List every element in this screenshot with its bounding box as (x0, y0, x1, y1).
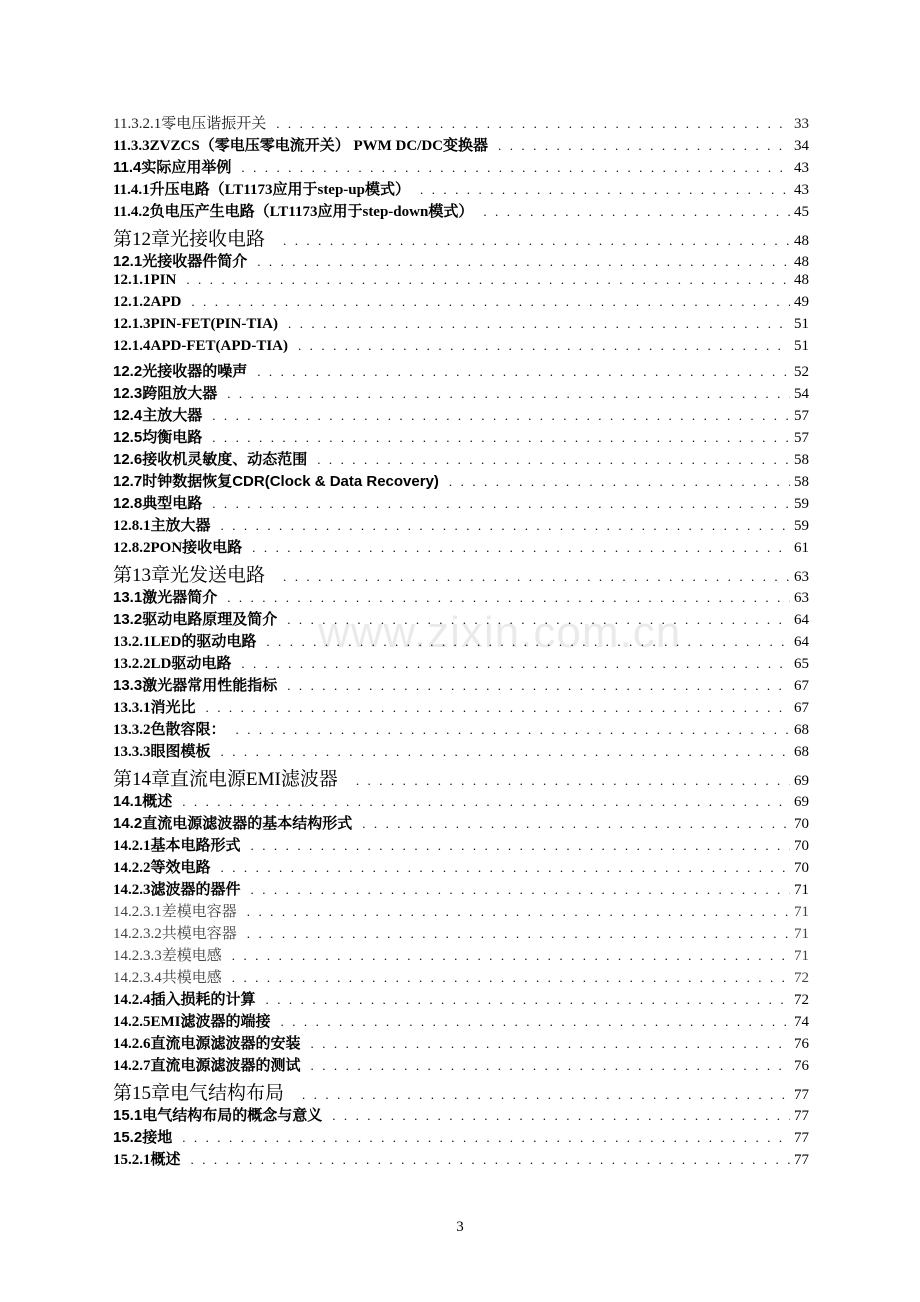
dot-leader (311, 1058, 790, 1075)
dot-leader (252, 540, 790, 557)
dot-leader (221, 860, 790, 877)
toc-entry-page: 64 (794, 634, 809, 650)
toc-entry-page: 70 (794, 816, 809, 832)
dot-leader (332, 1107, 790, 1124)
toc-entry-page: 43 (794, 160, 809, 176)
toc-entry[interactable] (113, 1010, 809, 1032)
dot-leader (498, 138, 790, 155)
toc-entry-page: 68 (794, 722, 809, 738)
toc-entry[interactable] (113, 1126, 809, 1148)
toc-entry[interactable] (113, 250, 809, 272)
toc-entry-page: 72 (794, 992, 809, 1008)
toc-entry[interactable] (113, 834, 809, 856)
toc-entry[interactable] (113, 426, 809, 448)
toc-entry[interactable] (113, 1104, 809, 1126)
toc-entry-label: 11.4.1升压电路（LT1173应用于step-up模式） (113, 182, 410, 198)
toc-entry[interactable] (113, 492, 809, 514)
dot-leader (276, 116, 790, 133)
toc-entry[interactable] (113, 134, 809, 156)
toc-entry-page: 71 (794, 948, 809, 964)
toc-entry[interactable] (113, 360, 809, 382)
dot-leader (186, 272, 790, 289)
toc-entry-page: 68 (794, 744, 809, 760)
toc-chapter-entry[interactable] (113, 762, 809, 790)
toc-entry-page: 70 (794, 860, 809, 876)
dot-leader (483, 204, 790, 221)
toc-entry-label: 13.1激光器简介 (113, 589, 218, 606)
watermark: www.zixin.com.cn (318, 608, 682, 657)
toc-entry-label: 12.1.1PIN (113, 272, 177, 288)
toc-entry-label: 14.2.4插入损耗的计算 (113, 992, 256, 1008)
toc-entry-label: 13.2驱动电路原理及简介 (113, 611, 278, 628)
toc-entry[interactable] (113, 944, 809, 966)
toc-entry[interactable] (113, 316, 809, 338)
dot-leader (356, 769, 790, 791)
toc-entry-label: 12.7时钟数据恢复CDR(Clock & Data Recovery) (113, 473, 439, 490)
toc-entry[interactable] (113, 790, 809, 812)
dot-leader (302, 1083, 790, 1105)
dot-leader (257, 363, 790, 380)
toc-entry-page: 72 (794, 970, 809, 986)
toc-entry-label: 第15章电气结构布局 (113, 1083, 285, 1104)
toc-entry-label: 第14章直流电源EMI滤波器 (113, 769, 338, 790)
toc-entry-page: 76 (794, 1036, 809, 1052)
toc-entry-page: 33 (794, 116, 809, 132)
toc-entry-label: 14.2.6直流电源滤波器的安装 (113, 1036, 301, 1052)
toc-entry-label: 12.6接收机灵敏度、动态范围 (113, 451, 308, 468)
toc-entry-label: 11.3.3ZVZCS（零电压零电流开关） PWM DC/DC变换器 (113, 138, 489, 154)
toc-entry-page: 77 (794, 1087, 809, 1103)
toc-entry[interactable] (113, 922, 809, 944)
toc-entry-page: 76 (794, 1058, 809, 1074)
toc-entry-label: 14.2.1基本电路形式 (113, 838, 241, 854)
toc-entry-page: 59 (794, 518, 809, 534)
toc-entry[interactable] (113, 178, 809, 200)
toc-entry-page: 67 (794, 678, 809, 694)
toc-entry[interactable] (113, 200, 809, 222)
toc-entry-label: 14.2.5EMI滤波器的端接 (113, 1014, 271, 1030)
dot-leader (317, 451, 790, 468)
toc-entry-label: 14.2.3.1差模电容器 (113, 904, 237, 920)
toc-entry[interactable] (113, 404, 809, 426)
dot-leader (182, 793, 790, 810)
dot-leader (221, 518, 790, 535)
toc-entry-label: 14.2.3滤波器的器件 (113, 882, 241, 898)
toc-entry-page: 63 (794, 590, 809, 606)
toc-entry[interactable] (113, 718, 809, 740)
toc-entry-page: 77 (794, 1108, 809, 1124)
toc-entry-page: 69 (794, 773, 809, 789)
dot-leader (247, 926, 790, 943)
toc-entry-page: 64 (794, 612, 809, 628)
toc-entry[interactable] (113, 1148, 809, 1170)
toc-entry-page: 61 (794, 540, 809, 556)
toc-entry-page: 34 (794, 138, 809, 154)
toc-entry-label: 14.2.3.3差模电感 (113, 948, 222, 964)
toc-entry-label: 15.2.1概述 (113, 1152, 181, 1168)
toc-entry-label: 11.4.2负电压产生电路（LT1173应用于step-down模式） (113, 204, 474, 220)
toc-entry-label: 15.2接地 (113, 1129, 173, 1146)
toc-entry[interactable] (113, 988, 809, 1010)
toc-entry-label: 12.4主放大器 (113, 407, 203, 424)
toc-entry-label: 13.3.3眼图模板 (113, 744, 211, 760)
toc-chapter-entry[interactable] (113, 1076, 809, 1104)
toc-chapter-entry[interactable] (113, 558, 809, 586)
toc-entry-label: 第13章光发送电路 (113, 565, 266, 586)
dot-leader (247, 904, 790, 921)
dot-leader (283, 229, 790, 251)
toc-entry-label: 13.3激光器常用性能指标 (113, 677, 278, 694)
page-number: 3 (456, 1219, 464, 1235)
toc-entry[interactable] (113, 878, 809, 900)
toc-entry[interactable] (113, 382, 809, 404)
dot-leader (227, 589, 790, 606)
dot-leader (251, 882, 790, 899)
toc-entry-page: 52 (794, 364, 809, 380)
toc-entry-page: 71 (794, 882, 809, 898)
toc-entry[interactable] (113, 448, 809, 470)
dot-leader (191, 1152, 790, 1169)
toc-entry-page: 51 (794, 338, 809, 354)
dot-leader (206, 700, 790, 717)
dot-leader (212, 407, 790, 424)
toc-entry-page: 48 (794, 254, 809, 270)
toc-entry-page: 65 (794, 656, 809, 672)
dot-leader (191, 294, 790, 311)
dot-leader (236, 722, 790, 739)
dot-leader (257, 253, 790, 270)
toc-entry[interactable] (113, 856, 809, 878)
dot-leader (288, 316, 790, 333)
toc-entry-label: 12.8典型电路 (113, 495, 203, 512)
toc-entry[interactable] (113, 1032, 809, 1054)
toc-entry[interactable] (113, 156, 809, 178)
dot-leader (251, 838, 790, 855)
dot-leader (232, 948, 790, 965)
dot-leader (232, 970, 790, 987)
toc-entry-label: 14.2.2等效电路 (113, 860, 211, 876)
toc-entry-label: 13.2.1LED的驱动电路 (113, 634, 257, 650)
toc-entry-label: 15.1电气结构布局的概念与意义 (113, 1107, 323, 1124)
toc-entry-page: 51 (794, 316, 809, 332)
toc-entry-page: 63 (794, 569, 809, 585)
dot-leader (311, 1036, 790, 1053)
toc-entry[interactable] (113, 470, 809, 492)
toc-entry-page: 58 (794, 452, 809, 468)
toc-entry-page: 58 (794, 474, 809, 490)
toc-entry-label: 14.2.3.4共模电感 (113, 970, 222, 986)
toc-entry-page: 57 (794, 430, 809, 446)
toc-entry-page: 69 (794, 794, 809, 810)
toc-entry-page: 74 (794, 1014, 809, 1030)
toc-entry-label: 14.2直流电源滤波器的基本结构形式 (113, 815, 353, 832)
toc-entry-page: 59 (794, 496, 809, 512)
toc-entry-page: 71 (794, 904, 809, 920)
toc-entry-label: 12.2光接收器的噪声 (113, 363, 248, 380)
toc-entry-page: 49 (794, 294, 809, 310)
toc-entry-label: 13.2.2LD驱动电路 (113, 656, 232, 672)
toc-entry-label: 14.1概述 (113, 793, 173, 810)
toc-entry-label: 第12章光接收电路 (113, 229, 266, 250)
toc-entry[interactable] (113, 294, 809, 316)
toc-entry-page: 43 (794, 182, 809, 198)
toc-entry-page: 48 (794, 233, 809, 249)
toc-entry-label: 12.5均衡电路 (113, 429, 203, 446)
dot-leader (227, 385, 790, 402)
toc-entry-label: 12.3跨阻放大器 (113, 385, 218, 402)
dot-leader (182, 1129, 790, 1146)
toc-entry[interactable] (113, 338, 809, 360)
toc-entry-page: 45 (794, 204, 809, 220)
dot-leader (266, 992, 790, 1009)
toc-entry-label: 12.1光接收器件简介 (113, 253, 248, 270)
toc-chapter-entry[interactable] (113, 222, 809, 250)
toc-entry[interactable] (113, 586, 809, 608)
toc-entry-label: 12.1.4APD-FET(APD-TIA) (113, 338, 288, 354)
toc-entry[interactable] (113, 674, 809, 696)
toc-entry-label: 11.3.2.1零电压谐振开关 (113, 116, 267, 132)
dot-leader (212, 429, 790, 446)
toc-entry-page: 67 (794, 700, 809, 716)
dot-leader (281, 1014, 790, 1031)
toc-entry[interactable] (113, 900, 809, 922)
toc-entry[interactable] (113, 1054, 809, 1076)
toc-entry-label: 13.3.2色散容限： (113, 722, 226, 738)
toc-entry-label: 11.4实际应用举例 (113, 159, 232, 176)
toc-entry[interactable] (113, 696, 809, 718)
dot-leader (221, 744, 790, 761)
toc-entry-page: 48 (794, 272, 809, 288)
dot-leader (212, 495, 790, 512)
dot-leader (287, 677, 790, 694)
toc-entry[interactable] (113, 740, 809, 762)
toc-entry-page: 71 (794, 926, 809, 942)
toc-entry-label: 12.1.3PIN-FET(PIN-TIA) (113, 316, 278, 332)
toc-entry[interactable] (113, 966, 809, 988)
toc-entry-label: 14.2.3.2共模电容器 (113, 926, 237, 942)
toc-entry[interactable] (113, 812, 809, 834)
dot-leader (298, 338, 790, 355)
toc-entry-label: 14.2.7直流电源滤波器的测试 (113, 1058, 301, 1074)
dot-leader (449, 473, 790, 490)
toc-entry-page: 77 (794, 1130, 809, 1146)
dot-leader (241, 656, 790, 673)
toc-entry-label: 13.3.1消光比 (113, 700, 196, 716)
toc-entry-page: 54 (794, 386, 809, 402)
dot-leader (362, 815, 790, 832)
toc-entry-page: 77 (794, 1152, 809, 1168)
toc-entry-page: 57 (794, 408, 809, 424)
toc-entry-label: 12.8.2PON接收电路 (113, 540, 243, 556)
dot-leader (420, 182, 790, 199)
toc-entry-label: 12.8.1主放大器 (113, 518, 211, 534)
toc-entry[interactable] (113, 536, 809, 558)
toc-entry[interactable] (113, 514, 809, 536)
toc-entry[interactable] (113, 272, 809, 294)
toc-entry-page: 70 (794, 838, 809, 854)
dot-leader (241, 159, 790, 176)
dot-leader (283, 565, 790, 587)
toc-entry[interactable] (113, 112, 809, 134)
toc-entry-label: 12.1.2APD (113, 294, 182, 310)
